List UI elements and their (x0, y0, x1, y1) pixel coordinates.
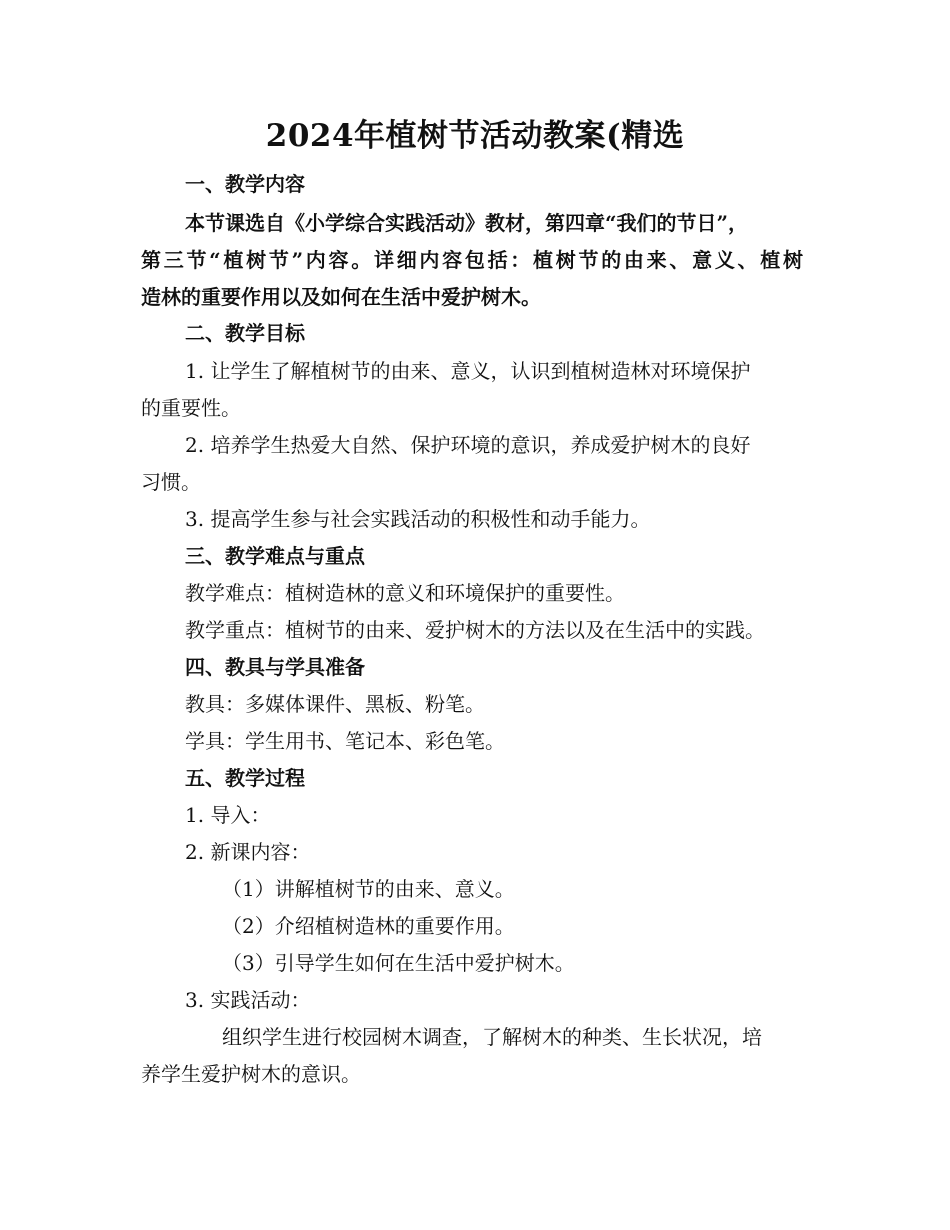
list-item-continuation: 的重要性。 (141, 396, 241, 420)
sub-list-item: （1）讲解植树节的由来、意义。 (222, 877, 515, 901)
paragraph-line: 造林的重要作用以及如何在生活中爱护树木。 (141, 285, 541, 309)
sub-list-item: （2）介绍植树造林的重要作用。 (222, 914, 515, 938)
list-item: 3. 实践活动： (185, 988, 311, 1012)
document-title: 2024年植树节活动教案(精选 (265, 118, 685, 154)
list-item: 1. 导入： (185, 803, 271, 827)
section-heading-process: 五、教学过程 (185, 766, 305, 790)
paragraph-line: 教具：多媒体课件、黑板、粉笔。 (185, 692, 485, 716)
paragraph-line: 组织学生进行校园树木调查，了解树木的种类、生长状况，培 (222, 1025, 762, 1049)
list-item: 2. 培养学生热爱大自然、保护环境的意识，养成爱护树木的良好 (185, 433, 751, 457)
list-item: 2. 新课内容： (185, 840, 311, 864)
list-item-continuation: 习惯。 (141, 470, 201, 494)
paragraph-line: 教学重点：植树节的由来、爱护树木的方法以及在生活中的实践。 (185, 618, 765, 642)
section-heading-content: 一、教学内容 (185, 172, 305, 196)
section-heading-objectives: 二、教学目标 (185, 321, 305, 345)
section-heading-materials: 四、教具与学具准备 (185, 655, 365, 679)
paragraph-line: 教学难点：植树造林的意义和环境保护的重要性。 (185, 581, 625, 605)
paragraph-line: 第三节“植树节”内容。详细内容包括：植树节的由来、意义、植树 (141, 248, 803, 272)
paragraph-line: 学具：学生用书、笔记本、彩色笔。 (185, 729, 505, 753)
paragraph-line: 养学生爱护树木的意识。 (141, 1062, 361, 1086)
list-item: 3. 提高学生参与社会实践活动的积极性和动手能力。 (185, 507, 651, 531)
section-heading-key-points: 三、教学难点与重点 (185, 544, 365, 568)
paragraph-line: 本节课选自《小学综合实践活动》教材，第四章“我们的节日”， (185, 211, 749, 235)
list-item: 1. 让学生了解植树节的由来、意义，认识到植树造林对环境保护 (185, 359, 751, 383)
sub-list-item: （3）引导学生如何在生活中爱护树木。 (222, 951, 575, 975)
